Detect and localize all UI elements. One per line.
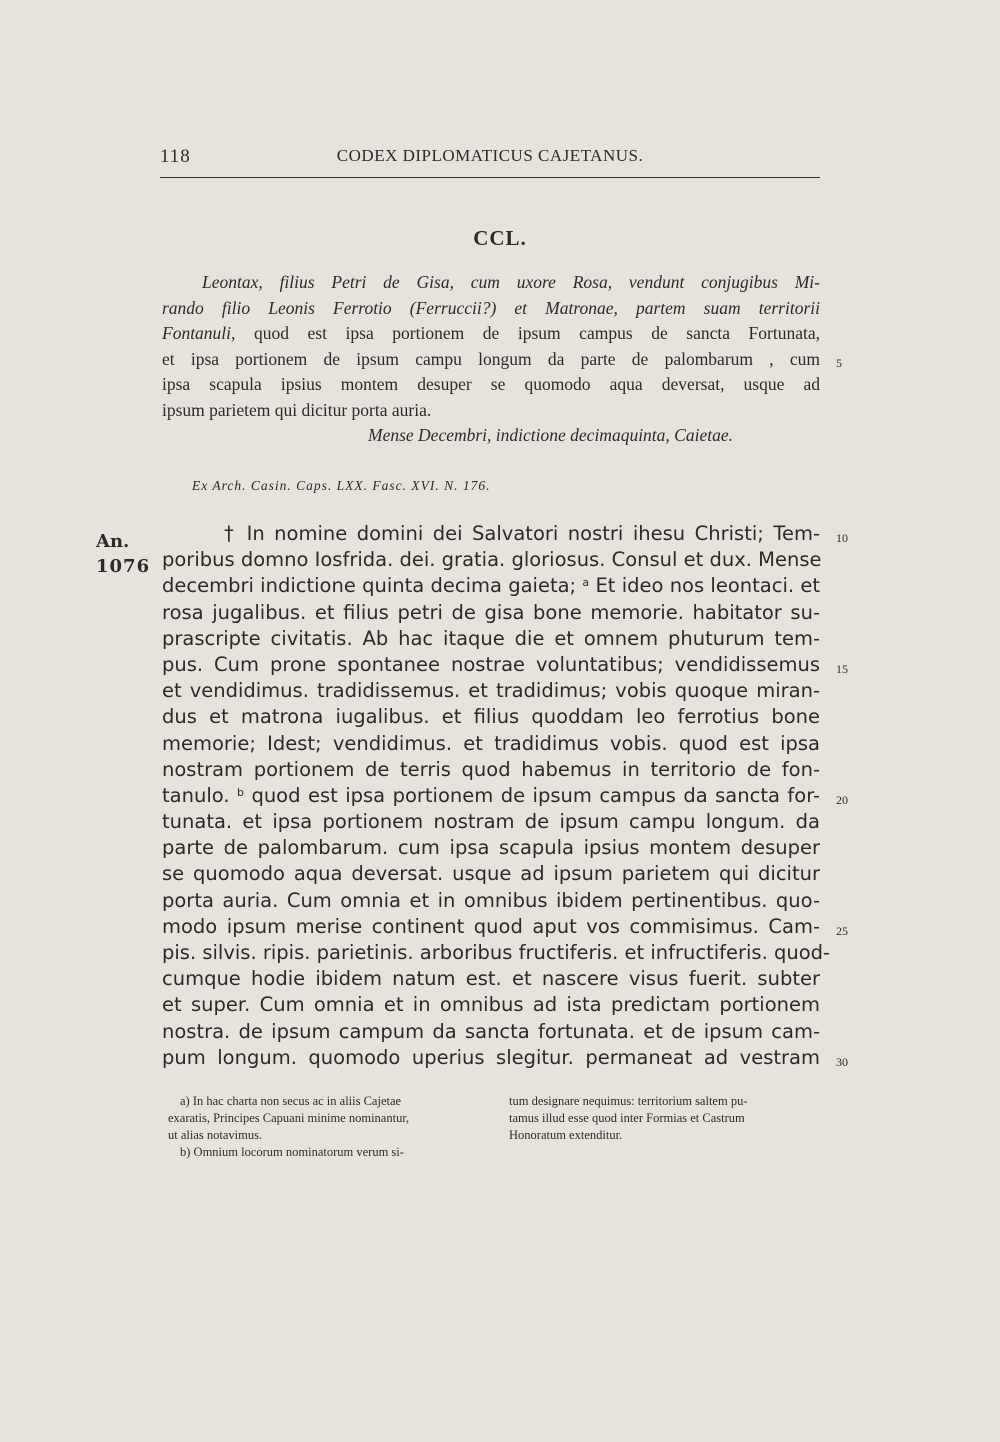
regest-place-name: Fontanuli, <box>162 323 236 343</box>
charter-line: pus. Cum prone spontanee nostrae voluntatibus; vendidissemus <box>162 652 820 676</box>
footnote-column-left <box>168 1093 478 1161</box>
charter-line: pis. silvis. ripis. parietinis. arboribus fructiferis. et infructiferis. quod- <box>162 941 831 964</box>
margin-year-value: 1076 <box>96 556 151 577</box>
charter-text-segment: Et ideo nos leontaci. et <box>589 574 820 598</box>
line-number: 5 <box>836 356 842 370</box>
footnote-line: b) Omnium locorum nominatorum verum si- <box>180 1145 404 1159</box>
charter-line: porta auria. Cum omnia et in omnibus ibidem pertinentibus. quo- <box>162 888 820 912</box>
line-number: 15 <box>836 662 848 676</box>
regest-line: ipsum parietem qui dicitur porta auria. <box>162 399 432 420</box>
charter-text <box>162 521 831 1071</box>
line-number: 10 <box>836 531 848 545</box>
regest-line: et ipsa portionem de ipsum campu longum da parte de palombarum , cum <box>162 348 820 369</box>
charter-line: prascripte civitatis. Ab hac itaque die et omnem phuturum tem- <box>162 626 820 650</box>
footnote-marker: a <box>582 576 590 590</box>
charter-line <box>162 783 820 809</box>
line-number: 30 <box>836 1055 848 1069</box>
charter-line: rosa jugalibus. et filius petri de gisa bone memorie. habitator su- <box>162 600 820 624</box>
charter-line: modo ipsum merise continent quod aput vos commisimus. Cam- <box>162 914 820 938</box>
regest-date: Mense Decembri, indictione decimaquinta, Caietae. <box>368 425 733 445</box>
regest-text: quod est ipsa portionem de ipsum campus de sancta Fortunata, <box>235 323 820 343</box>
footnote-line: tamus illud esse quod inter Formias et Castrum <box>509 1111 745 1125</box>
charter-line: et super. Cum omnia et in omnibus ad ista predictam portionem <box>162 993 820 1017</box>
charter-line: nostram portionem de terris quod habemus in territorio de fon- <box>162 757 820 781</box>
charter-text-segment: tanulo. <box>162 783 230 807</box>
archive-source: Ex Arch. Casin. Caps. LXX. Fasc. XVI. N. 176. <box>192 478 491 493</box>
charter-line: se quomodo aqua deversat. usque ad ipsum parietem qui dicitur <box>162 862 820 886</box>
regest-line <box>162 321 820 347</box>
charter-text-segment: decembri indictione quinta decima gaieta; <box>162 574 577 598</box>
line-number: 25 <box>836 924 848 938</box>
charter-line: cumque hodie ibidem natum est. et nascere visus fuerit. subter <box>162 967 820 991</box>
charter-line: dus et matrona iugalibus. et filius quoddam leo ferrotius bone <box>162 705 820 729</box>
charter-line: et vendidimus. tradidissemus. et tradidimus; vobis quoque miran- <box>162 679 820 703</box>
charter-line <box>162 573 820 599</box>
charter-line: memorie; Idest; vendidimus. et tradidimus vobis. quod est ipsa <box>162 731 820 755</box>
footnote-marker: b <box>237 785 244 799</box>
footnote-line: ut alias notavimus. <box>168 1128 263 1142</box>
regest-line: Leontax, filius Petri de Gisa, cum uxore Rosa, vendunt conjugibus Mi- <box>202 272 820 292</box>
footnote-line: a) In hac charta non secus ac in aliis Cajetae <box>180 1094 402 1108</box>
charter-line: parte de palombarum. cum ipsa scapula ipsius montem desuper <box>162 836 820 860</box>
running-title: CODEX DIPLOMATICUS CAJETANUS. <box>336 146 644 165</box>
charter-line: tunata. et ipsa portionem nostram de ipsum campu longum. da <box>162 810 820 834</box>
footnote-line: exaratis, Principes Capuani minime nominantur, <box>168 1111 410 1125</box>
footnote-column-right <box>509 1093 819 1144</box>
charter-line: nostra. de ipsum campum da sancta fortunata. et de ipsum cam- <box>162 1019 820 1043</box>
document-number: CCL. <box>473 226 527 250</box>
line-number: 20 <box>836 793 848 807</box>
regest-summary <box>162 270 820 449</box>
header-rule <box>160 177 820 178</box>
charter-text-segment: quod est ipsa portionem de ipsum campus da sancta for- <box>243 783 820 807</box>
regest-line: rando filio Leonis Ferrotio (Ferruccii?) et Matronae, partem suam territorii <box>162 297 820 318</box>
charter-line: pum longum. quomodo uperius slegitur. permaneat ad vestram <box>162 1045 820 1069</box>
charter-line: poribus domno Iosfrida. dei. gratia. gloriosus. Consul et dux. Mense <box>162 548 822 572</box>
regest-line: ipsa scapula ipsius montem desuper se quomodo aqua deversat, usque ad <box>162 374 820 394</box>
footnote-line: Honoratum extenditur. <box>509 1128 623 1142</box>
page-number: 118 <box>160 146 191 167</box>
margin-year-label: An. <box>96 531 130 552</box>
charter-line: † In nomine domini dei Salvatori nostri ihesu Christi; Tem- <box>224 522 820 545</box>
footnote-line: tum designare nequimus: territorium saltem pu- <box>509 1094 748 1108</box>
running-head <box>160 146 820 170</box>
